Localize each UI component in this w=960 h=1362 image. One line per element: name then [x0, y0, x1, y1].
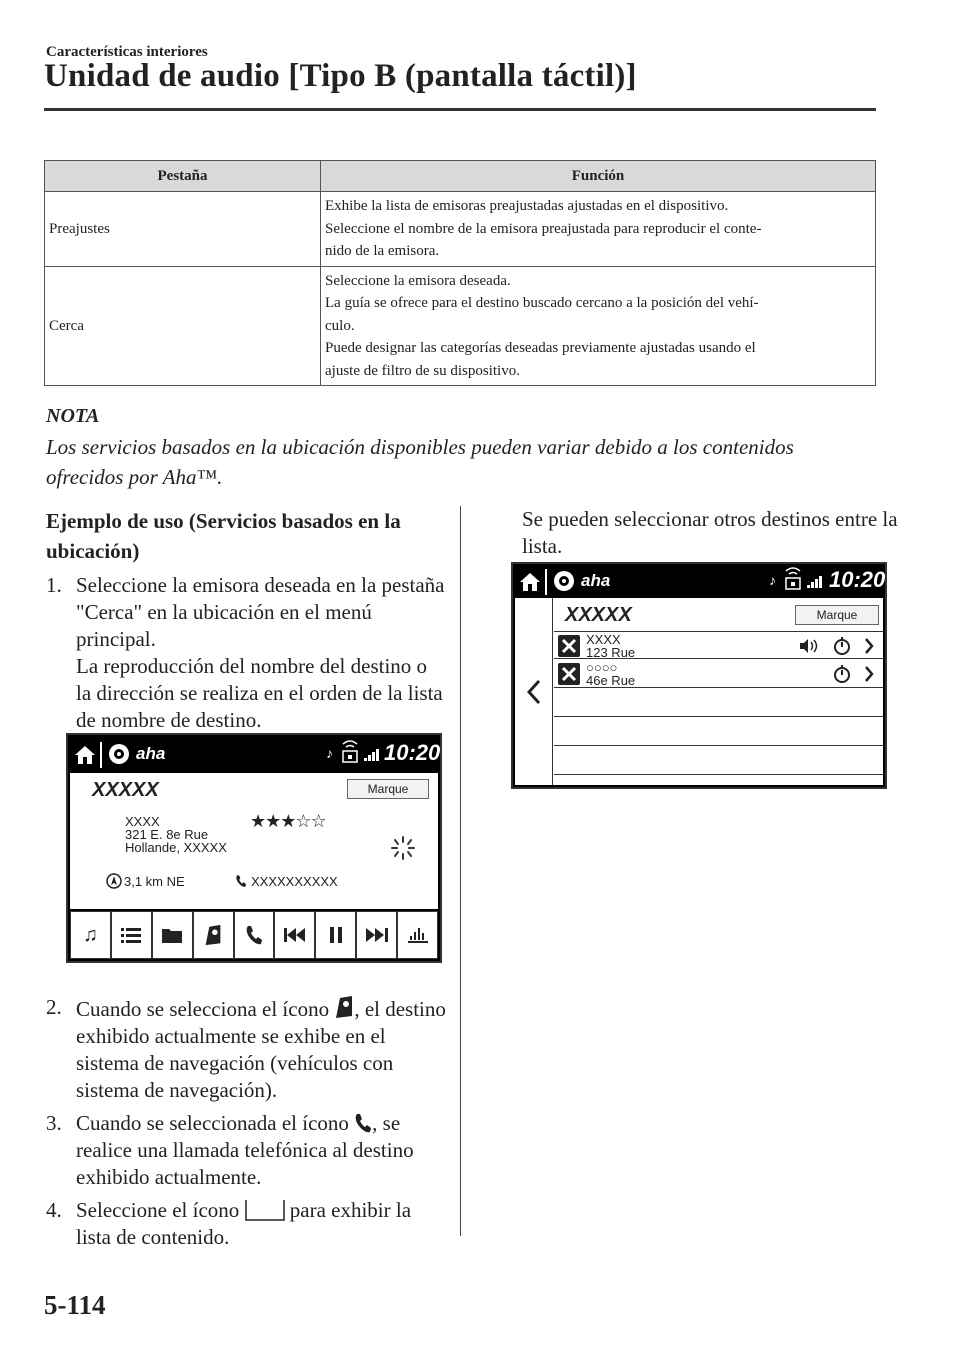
- place-name: XXXX: [125, 814, 160, 829]
- step-number: 2.: [46, 995, 62, 1019]
- step-continuation: La reproducción del nombre del destino o la dirección se realiza en el orden de la lista de nombre de destino.: [76, 654, 443, 732]
- desc-line: nido de la emisora.: [325, 243, 440, 259]
- signal-bars-icon: [364, 749, 380, 761]
- example-heading: Ejemplo de uso (Servicios basados en la ubicación): [46, 509, 401, 563]
- music-icon: ♫: [82, 923, 98, 946]
- map-pin-icon: [334, 994, 354, 1020]
- home-icon[interactable]: [519, 572, 541, 592]
- back-button[interactable]: [515, 598, 553, 785]
- desc-line: Puede designar las categorías deseadas previamente ajustadas usando el: [325, 340, 756, 356]
- toolbar-list-button[interactable]: [111, 911, 152, 959]
- note-text: Los servicios basados en la ubicación disponibles pueden variar debido a los contenidos ofrecidos por Aha™.: [46, 435, 794, 489]
- desc-line: Exhibe la lista de emisoras preajustadas ajustadas en el dispositivo.: [325, 198, 729, 214]
- item-title: ○○○○: [586, 660, 618, 675]
- list-item[interactable]: [554, 747, 883, 775]
- divider: [100, 742, 102, 768]
- phone-icon: [354, 1112, 372, 1134]
- right-column: [522, 506, 902, 560]
- star-filled-icon: ★: [280, 811, 296, 831]
- aha-logo-icon: [553, 570, 575, 592]
- toolbar-map-button[interactable]: [193, 911, 234, 959]
- clock: 10:20: [384, 740, 441, 765]
- step-4: [46, 1197, 446, 1251]
- divider: [545, 569, 547, 595]
- toolbar-next-button[interactable]: [356, 911, 397, 959]
- address-line-2: Hollande, XXXXX: [125, 840, 227, 855]
- tab-name: Preajustes: [45, 192, 321, 267]
- toolbar-previous-button[interactable]: [274, 911, 315, 959]
- wifi-device-icon: [783, 565, 803, 591]
- step-text: para exhibir la lista de contenido.: [76, 1198, 412, 1249]
- folder-icon: [161, 926, 183, 944]
- bottom-toolbar: [70, 911, 438, 959]
- signal-bars-icon: [807, 576, 823, 588]
- aha-logo-icon: [108, 743, 130, 765]
- distance-icon: [106, 873, 122, 889]
- desc-line: La guía se ofrece para el destino buscado cercano a la posición del vehí-: [325, 295, 759, 311]
- tab-name: Cerca: [45, 266, 321, 386]
- title-rule: [44, 108, 876, 111]
- list-paragraph: Se pueden seleccionar otros destinos entre la lista.: [522, 507, 898, 558]
- distance-value: 3,1 km NE: [124, 874, 185, 889]
- item-subtitle: 46e Rue: [586, 673, 636, 688]
- app-name: aha: [581, 571, 611, 590]
- timer-icon: [832, 636, 852, 656]
- step-number: 3.: [46, 1111, 62, 1135]
- home-icon[interactable]: [74, 745, 96, 765]
- step-2: [46, 994, 446, 1104]
- table-row: [45, 266, 876, 386]
- marque-button[interactable]: Marque: [795, 605, 879, 625]
- map-pin-icon: [203, 923, 223, 947]
- item-subtitle: 123 Rue: [586, 645, 636, 660]
- column-divider: [460, 506, 461, 1236]
- toolbar-phone-button[interactable]: [234, 911, 275, 959]
- page-number: 5-114: [44, 1290, 106, 1320]
- desc-line: Seleccione la emisora deseada.: [325, 272, 511, 289]
- music-note-icon: ♪: [769, 572, 776, 588]
- station-name: XXXXX: [92, 779, 159, 801]
- loading-spinner-icon: [390, 835, 416, 861]
- app-name: aha: [136, 744, 166, 763]
- skip-previous-icon: [284, 928, 306, 942]
- chevron-left-icon: [527, 679, 541, 705]
- item-title: XXXX: [586, 632, 621, 647]
- pause-icon: [330, 927, 342, 943]
- list-item[interactable]: [554, 631, 883, 659]
- clock: 10:20: [829, 567, 886, 592]
- tab-description: [321, 266, 876, 386]
- phone-number: XXXXXXXXXX: [251, 874, 338, 889]
- step-number: 4.: [46, 1198, 62, 1222]
- phone-icon[interactable]: [234, 874, 248, 888]
- list-icon: [121, 927, 141, 943]
- desc-line: culo.: [325, 317, 355, 334]
- phone-icon: [245, 924, 263, 946]
- step-1: [46, 572, 446, 734]
- step-text: Cuando se seleccionada el ícono: [76, 1111, 349, 1135]
- star-filled-icon: ★: [250, 811, 266, 831]
- step-text: Seleccione el ícono: [76, 1198, 240, 1222]
- table-row: [45, 192, 876, 267]
- screen-location-detail: [66, 733, 442, 963]
- marque-button[interactable]: Marque: [347, 779, 429, 799]
- desc-line: ajuste de filtro de su dispositivo.: [325, 362, 520, 379]
- tab-function-table: [44, 160, 876, 386]
- step-text: Seleccione la emisora deseada en la pestaña "Cerca" en la ubicación en el menú principal.: [76, 573, 445, 651]
- toolbar-music-button[interactable]: [70, 911, 111, 959]
- station-name: XXXXX: [565, 604, 632, 626]
- step-number: 1.: [46, 573, 62, 597]
- list-item[interactable]: [554, 718, 883, 746]
- tab-description: [321, 192, 876, 267]
- skip-next-icon: [366, 928, 388, 942]
- place-category-icon: [558, 635, 580, 657]
- list-item[interactable]: [554, 689, 883, 717]
- place-category-icon: [558, 663, 580, 685]
- star-filled-icon: ★: [265, 811, 281, 831]
- chevron-right-icon: [864, 637, 874, 655]
- content-area: [70, 773, 438, 909]
- screen-destination-list: [511, 562, 887, 789]
- desc-line: Seleccione el nombre de la emisora preajustada para reproducir el conte-: [325, 220, 762, 237]
- star-empty-icon: ☆: [310, 811, 326, 831]
- step-text: , se realice una llamada telefónica al destino exhibido actualmente.: [76, 1111, 414, 1189]
- list-item[interactable]: [554, 660, 883, 688]
- address-line-1: 321 E. 8e Rue: [125, 827, 209, 842]
- col-header-function: Función: [321, 161, 876, 192]
- step-3: [46, 1110, 446, 1191]
- speaker-playing-icon: [800, 638, 820, 654]
- toolbar-equalizer-button[interactable]: [397, 911, 438, 959]
- music-note-icon: ♪: [326, 745, 333, 761]
- page-title: Unidad de audio [Tipo B (pantalla táctil)]: [44, 58, 637, 94]
- star-empty-icon: ☆: [295, 811, 311, 831]
- toolbar-folder-button[interactable]: [152, 911, 193, 959]
- note-heading: NOTA: [46, 405, 100, 427]
- col-header-tab: Pestaña: [45, 161, 321, 192]
- rating-stars: [250, 811, 326, 832]
- toolbar-pause-button[interactable]: [315, 911, 356, 959]
- content-area: [515, 598, 883, 785]
- wifi-device-icon: [340, 738, 360, 764]
- step-text: , el destino exhibido actualmente se exhibe en el sistema de navegación (vehículos con sistema de navegación).: [76, 997, 446, 1102]
- step-text: Cuando se selecciona el ícono: [76, 997, 330, 1021]
- section-label: Características interiores: [46, 44, 208, 60]
- list-panel-icon: [245, 1199, 285, 1221]
- timer-icon: [832, 664, 852, 684]
- equalizer-icon: [408, 926, 428, 944]
- chevron-right-icon: [864, 665, 874, 683]
